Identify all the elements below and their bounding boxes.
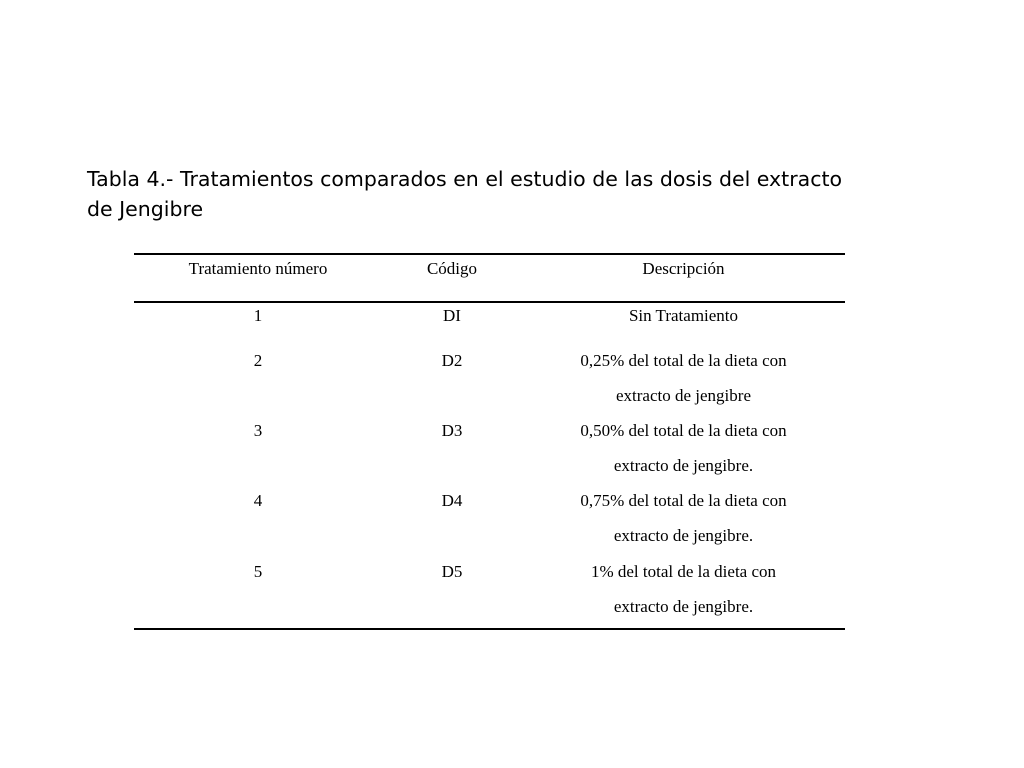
table-bottom-rule: [134, 628, 845, 630]
header-descripcion: Descripción: [642, 259, 725, 278]
row-2-codigo: D2: [441, 351, 463, 370]
header-codigo: Código: [426, 259, 478, 278]
row-4-numero: 4: [253, 491, 263, 510]
row-1-codigo: DI: [443, 306, 461, 325]
caption-line-2: de Jengibre: [87, 197, 204, 221]
caption-line-1: Tabla 4.- Tratamientos comparados en el estudio de las dosis del extracto: [87, 167, 843, 191]
row-5-descripcion-line-1: 1% del total de la dieta con: [590, 562, 777, 581]
row-5-descripcion: [522, 562, 845, 617]
row-3-descripcion-line-1: 0,50% del total de la dieta con: [580, 421, 787, 440]
header-tratamiento-numero: Tratamiento número: [188, 259, 328, 278]
row-5-descripcion-line-2: extracto de jengibre.: [613, 597, 754, 616]
row-1-numero: 1: [253, 306, 263, 325]
row-3-numero: 3: [253, 421, 263, 440]
row-3-codigo: D3: [441, 421, 463, 440]
row-2-numero: 2: [253, 351, 263, 370]
table-top-rule: [134, 253, 845, 255]
row-4-codigo: D4: [441, 491, 463, 510]
header-bottom-rule: [134, 301, 845, 303]
row-4-descripcion-line-2: extracto de jengibre.: [613, 526, 754, 545]
row-4-descripcion-line-1: 0,75% del total de la dieta con: [580, 491, 787, 510]
row-3-descripcion-line-2: extracto de jengibre.: [613, 456, 754, 475]
row-5-codigo: D5: [441, 562, 463, 581]
row-4-descripcion: [522, 491, 845, 546]
table-caption: [87, 164, 877, 224]
row-2-descripcion-line-2: extracto de jengibre: [616, 386, 751, 405]
row-2-descripcion-line-1: 0,25% del total de la dieta con: [580, 351, 787, 370]
row-5-numero: 5: [253, 562, 263, 581]
row-2-descripcion: [522, 351, 845, 406]
row-1-descripcion: [522, 306, 845, 326]
row-1-descripcion-line-1: Sin Tratamiento: [628, 306, 739, 325]
row-3-descripcion: [522, 421, 845, 476]
